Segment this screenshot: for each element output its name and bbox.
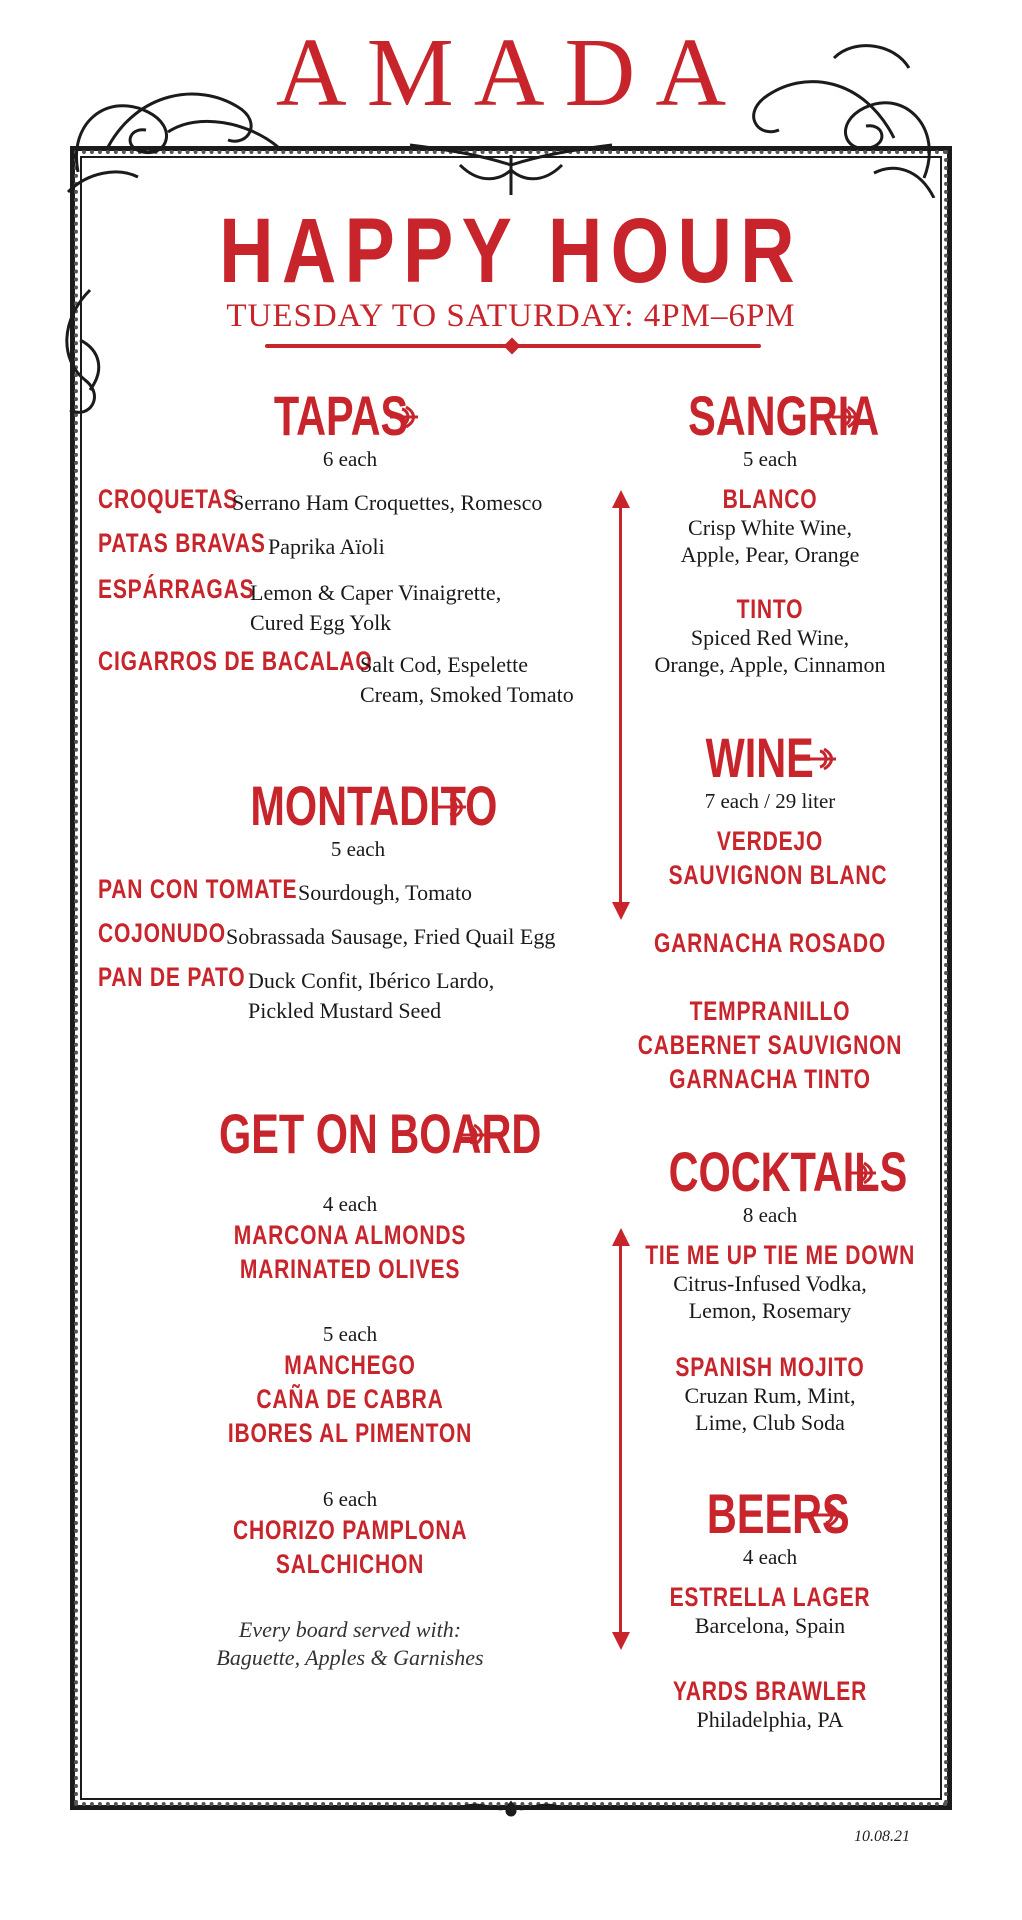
montadito-heading: MONTADITO — [250, 774, 498, 837]
board-item: MARINATED OLIVES — [239, 1254, 461, 1284]
montadito-price: 5 each — [330, 837, 386, 861]
montadito-item — [98, 874, 618, 905]
beers-heading: BEERS — [706, 1482, 850, 1545]
montadito-item-name: PAN DE PATO — [98, 962, 246, 992]
board-item: CHORIZO PAMPLONA — [233, 1515, 468, 1545]
sangria-price: 5 each — [742, 447, 798, 471]
fleur-ornament-icon — [456, 1123, 488, 1147]
page-title: HAPPY HOUR — [219, 200, 803, 302]
cocktail-item-name: TIE ME UP TIE ME DOWN — [645, 1240, 916, 1270]
tapas-item — [98, 646, 618, 707]
wine-item: GARNACHA ROSADO — [653, 928, 887, 958]
board-price: 4 each — [322, 1192, 378, 1216]
beer-item-name: ESTRELLA LAGER — [669, 1582, 871, 1612]
fleur-ornament-icon — [436, 795, 468, 819]
board-note: Every board served with: — [238, 1617, 462, 1642]
cocktails-price: 8 each — [742, 1203, 798, 1227]
wine-item: VERDEJO — [716, 826, 824, 856]
tapas-item-desc: Cream, Smoked Tomato — [360, 682, 574, 707]
board-item: SALCHICHON — [275, 1549, 425, 1579]
sangria-item-name: BLANCO — [722, 484, 818, 514]
tapas-heading: TAPAS — [273, 384, 409, 447]
cocktails-heading: COCKTAILS — [668, 1140, 908, 1203]
tapas-item-name: CROQUETAS — [98, 484, 239, 514]
fleur-ornament-icon — [812, 1503, 844, 1527]
sangria-item-desc: Crisp White Wine, — [688, 515, 852, 540]
wine-heading: WINE — [705, 726, 814, 789]
tapas-item-name: CIGARROS DE BACALAO — [98, 646, 373, 676]
montadito-item-name: PAN CON TOMATE — [98, 874, 298, 904]
board-item: IBORES AL PIMENTON — [227, 1418, 473, 1448]
cocktail-item-name: SPANISH MOJITO — [675, 1352, 865, 1382]
sangria-heading: SANGRIA — [688, 384, 880, 447]
tapas-item — [98, 528, 618, 559]
wine-item: CABERNET SAUVIGNON — [637, 1030, 903, 1060]
flourish-bottom-center-icon — [455, 1793, 567, 1823]
tapas-item-desc: Paprika Aïoli — [268, 534, 385, 559]
tapas-item-desc: Serrano Ham Croquettes, Romesco — [232, 490, 543, 515]
board-item: CAÑA DE CABRA — [256, 1384, 444, 1414]
fleur-ornament-icon — [806, 747, 838, 771]
board-item: MARCONA ALMONDS — [233, 1220, 467, 1250]
sangria-item-desc: Apple, Pear, Orange — [680, 542, 860, 567]
wine-item: TEMPRANILLO — [689, 996, 851, 1026]
sangria-item-desc: Orange, Apple, Cinnamon — [654, 652, 886, 677]
wine-item: SAUVIGNON BLANC — [668, 860, 888, 890]
tapas-item-desc: Salt Cod, Espelette — [360, 652, 529, 677]
tapas-item — [98, 574, 618, 635]
divider-arrow-down-icon — [612, 902, 630, 920]
beers-price: 4 each — [742, 1545, 798, 1569]
board-price: 6 each — [322, 1487, 378, 1511]
montadito-item-desc: Sobrassada Sausage, Fried Quail Egg — [226, 924, 556, 949]
fleur-ornament-icon — [388, 405, 420, 429]
tapas-item-desc: Cured Egg Yolk — [250, 610, 392, 635]
cocktail-item-desc: Citrus-Infused Vodka, — [673, 1271, 867, 1296]
beer-item-name: YARDS BRAWLER — [672, 1676, 868, 1706]
wine-item: GARNACHA TINTO — [669, 1064, 871, 1094]
tapas-price: 6 each — [322, 447, 378, 471]
montadito-item — [98, 962, 618, 1023]
tapas-item-name: PATAS BRAVAS — [98, 528, 266, 558]
fleur-ornament-icon — [830, 405, 862, 429]
cocktail-item-desc: Lime, Club Soda — [695, 1410, 845, 1435]
revision-date: 10.08.21 — [854, 1828, 910, 1845]
tapas-item-desc: Lemon & Caper Vinaigrette, — [250, 580, 502, 605]
cocktail-item-desc: Lemon, Rosemary — [688, 1298, 852, 1323]
board-price: 5 each — [322, 1322, 378, 1346]
cocktail-item-desc: Cruzan Rum, Mint, — [684, 1383, 856, 1408]
montadito-item-desc: Sourdough, Tomato — [298, 880, 473, 905]
tapas-item-name: ESPÁRRAGAS — [98, 574, 255, 604]
montadito-item-name: COJONUDO — [98, 918, 226, 948]
sangria-item-name: TINTO — [736, 594, 804, 624]
beer-item-desc: Barcelona, Spain — [694, 1613, 846, 1638]
fleur-ornament-icon — [846, 1161, 878, 1185]
tapas-item — [98, 484, 618, 515]
flourish-top-center-icon — [400, 125, 622, 200]
montadito-item-desc: Duck Confit, Ibérico Lardo, — [248, 968, 495, 993]
montadito-item — [98, 918, 618, 949]
sangria-item-desc: Spiced Red Wine, — [690, 625, 850, 650]
wine-price: 7 each / 29 liter — [704, 789, 836, 813]
beer-item-desc: Philadelphia, PA — [696, 1707, 844, 1732]
brand-logo: AMADA — [275, 19, 747, 127]
montadito-item-desc: Pickled Mustard Seed — [248, 998, 442, 1023]
board-note: Baguette, Apples & Garnishes — [216, 1645, 484, 1670]
board-item: MANCHEGO — [284, 1350, 416, 1380]
schedule-subtitle: TUESDAY TO SATURDAY: 4PM–6PM — [226, 298, 796, 334]
board-heading: GET ON BOARD — [219, 1102, 542, 1165]
